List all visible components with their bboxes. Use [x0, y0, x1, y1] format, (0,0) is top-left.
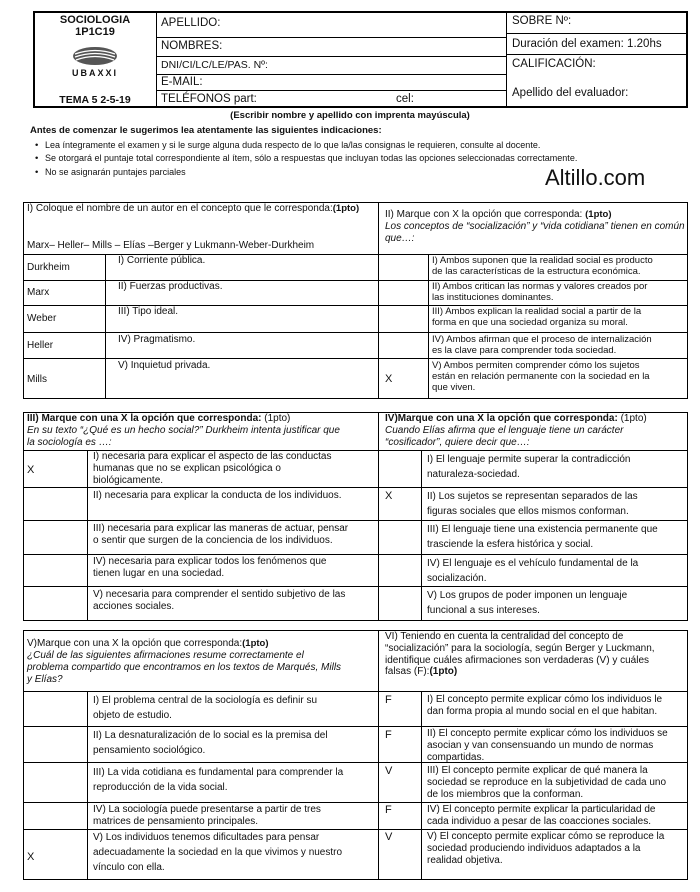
- q6-mark-2[interactable]: F: [385, 729, 392, 741]
- q3-option-1: I) necesaria para explicar el aspecto de las conductas humanas que no se explican psicológica o biológicamente.: [93, 451, 332, 486]
- q1-concept-1: I) Corriente pública.: [118, 255, 206, 266]
- instruction-3: No se asignarán puntajes parciales: [45, 167, 186, 177]
- q4-question: Cuando Elías afirma que el lenguaje tiene un carácter “cosificador”, quiere decir que…:: [385, 425, 624, 448]
- q6-mark-1[interactable]: F: [385, 694, 392, 706]
- q5-option-2: II) La desnaturalización de lo social es la premisa del pensamiento sociológico.: [93, 730, 328, 756]
- q1-answer-1[interactable]: Durkheim: [27, 262, 70, 273]
- q4-option-5: V) Los grupos de poder imponen un lenguaje funcional a sus intereses.: [427, 590, 628, 616]
- q4-mark-2[interactable]: X: [385, 490, 393, 502]
- field-evaluador[interactable]: Apellido del evaluador:: [512, 87, 629, 99]
- header-note: (Escribir nombre y apellido con imprenta mayúscula): [230, 110, 470, 121]
- field-calificacion[interactable]: CALIFICACIÓN:: [512, 58, 596, 70]
- q2-option-4: IV) Ambos afirman que el proceso de internalización es la clave para comprender toda sociedad.: [432, 334, 652, 357]
- q2-title: II) Marque con X la opción que corresponda: (1pto): [385, 209, 612, 220]
- q4-option-4: IV) El lenguaje es el vehículo fundamental de la socialización.: [427, 558, 639, 584]
- tema-label: TEMA 5 2-5-19: [59, 94, 131, 106]
- q6-mark-5[interactable]: V: [385, 831, 393, 843]
- q3-title: III) Marque con una X la opción que corresponda: (1pto): [27, 413, 291, 424]
- q1-answer-3[interactable]: Weber: [27, 313, 57, 324]
- q6-option-4: IV) El concepto permite explicar la particularidad de cada individuo a pesar de las coacciones sociales.: [427, 804, 656, 827]
- q3-option-2: II) necesaria para explicar la conducta de los individuos.: [93, 490, 342, 501]
- q1-concept-2: II) Fuerzas productivas.: [118, 281, 223, 292]
- q6-mark-3[interactable]: V: [385, 765, 393, 777]
- q3-mark-1[interactable]: X: [27, 464, 35, 476]
- field-email[interactable]: E-MAIL:: [161, 76, 203, 88]
- q3-option-5: V) necesaria para comprender el sentido subjetivo de las acciones sociales.: [93, 589, 346, 612]
- field-duracion: Duración del examen: 1.20hs: [512, 38, 662, 50]
- q6-title: VI) Teniendo en cuenta la centralidad del concepto de “socialización” para la sociología, según Berger y Luckmann, identifique cuáles afirmaciones son verdaderas (V) y cuáles falsas (F):(1pto): [385, 631, 655, 678]
- q5-title: V)Marque con una X la opción que corresponda:(1pto): [27, 638, 269, 649]
- q5-option-4: IV) La sociología puede presentarse a partir de tres matrices de pensamiento principales.: [93, 804, 321, 827]
- field-telefonos[interactable]: TELÉFONOS part:: [161, 93, 257, 105]
- q4-option-2: II) Los sujetos se representan separados de las figuras sociales que ellos mismos conforman.: [427, 491, 638, 517]
- q2-question: Los conceptos de “socialización” y “vida cotidiana” tienen en común que…:: [385, 221, 685, 244]
- q5-option-3: III) La vida cotidiana es fundamental para comprender la reproducción de la vida social.: [93, 767, 344, 793]
- q1-answer-2[interactable]: Marx: [27, 287, 50, 298]
- q5-option-1: I) El problema central de la sociología es definir su objeto de estudio.: [93, 695, 318, 721]
- q1-title: I) Coloque el nombre de un autor en el concepto que le corresponda:(1pto): [27, 203, 360, 214]
- q3-option-3: III) necesaria para explicar las maneras de actuar, pensar o sentir que surgen de la conciencia de los individuos.: [93, 523, 349, 546]
- q1-answer-5[interactable]: Mills: [27, 374, 47, 385]
- q1-authors: Marx– Heller– Mills – Elías –Berger y Lukmann-Weber-Durkheim: [27, 240, 315, 251]
- q6-option-5: V) El concepto permite explicar cómo se reproduce la sociedad produciendo individuos adaptados a la realidad objetiva.: [427, 831, 665, 866]
- q1-concept-3: III) Tipo ideal.: [118, 306, 179, 317]
- q4-option-3: III) El lenguaje tiene una existencia permanente que trasciende la esfera histórica y social.: [427, 524, 658, 550]
- q5-mark-5[interactable]: X: [27, 851, 35, 863]
- field-cel[interactable]: cel:: [396, 93, 414, 105]
- logo-text: UBAXXI: [71, 68, 118, 78]
- q5-question: ¿Cuál de las siguientes afirmaciones resume correctamente el problema compartido que encontramos en los textos de Marqués, Mills y Elías?: [27, 650, 342, 685]
- q3-question: En su texto “¿Qué es un hecho social?” Durkheim intenta justificar que la sociología es …:: [27, 425, 340, 448]
- q1-answer-4[interactable]: Heller: [27, 340, 54, 351]
- bullet-1: •: [35, 140, 39, 151]
- instruction-1: Lea íntegramente el examen y si le surge alguna duda respecto de lo que la/las consignas le requieren, consulte al docente.: [45, 140, 541, 150]
- field-apellido[interactable]: APELLIDO:: [161, 17, 221, 29]
- q2-option-1: I) Ambos suponen que la realidad social es producto de las características de la estructura económica.: [432, 255, 653, 278]
- bullet-2: •: [35, 153, 39, 164]
- q6-option-1: I) El concepto permite explicar cómo los individuos le dan forma propia al mundo social en el que habitan.: [427, 694, 663, 717]
- q6-option-3: III) El concepto permite explicar de qué manera la sociedad se reproduce en la subjetividad de cada uno de los miembros que la conforman.: [427, 765, 667, 800]
- q5-option-5: V) Los individuos tenemos dificultades para pensar adecuadamente la sociedad en la que vivimos y nuestro vínculo con ella.: [93, 832, 343, 873]
- bullet-3: •: [35, 167, 39, 178]
- q2-option-5: V) Ambos permiten comprender cómo los sujetos están en relación permanente con la sociedad en la que viven.: [432, 360, 650, 394]
- course-title: SOCIOLOGIA: [59, 14, 131, 26]
- field-dni[interactable]: DNI/CI/LC/LE/PAS. Nº:: [161, 59, 268, 71]
- q1-concept-4: IV) Pragmatismo.: [118, 334, 196, 345]
- ubaxxi-logo-icon: [70, 45, 120, 67]
- q4-title: IV)Marque con una X la opción que corresponda: (1pto): [385, 413, 647, 424]
- q3-option-4: IV) necesaria para explicar todos los fenómenos que tienen lugar en una sociedad.: [93, 556, 327, 579]
- watermark-text: Altillo.com: [545, 165, 646, 190]
- q6-mark-4[interactable]: F: [385, 804, 392, 816]
- q2-option-3: III) Ambos explican la realidad social a partir de la forma en que una sociedad organiza su moral.: [432, 306, 642, 329]
- field-sobre[interactable]: SOBRE Nº:: [512, 15, 572, 27]
- q4-option-1: I) El lenguaje permite superar la contradicción naturaleza-sociedad.: [427, 454, 631, 480]
- instructions-title: Antes de comenzar le sugerimos lea atentamente las siguientes indicaciones:: [30, 125, 382, 136]
- q1-concept-5: V) Inquietud privada.: [118, 360, 211, 371]
- q2-mark-5[interactable]: X: [385, 373, 393, 385]
- q6-option-2: II) El concepto permite explicar cómo los individuos se asocian y van consensuando un mundo de normas compartidas.: [427, 728, 668, 763]
- field-nombres[interactable]: NOMBRES:: [161, 40, 223, 52]
- course-code: 1P1C19: [75, 26, 115, 38]
- q2-option-2: II) Ambos critican las normas y valores creados por las instituciones dominantes.: [432, 281, 648, 304]
- instruction-2: Se otorgará el puntaje total correspondiente al ítem, sólo a respuestas que incluyan todas las opciones seleccionadas correctamente.: [45, 153, 578, 163]
